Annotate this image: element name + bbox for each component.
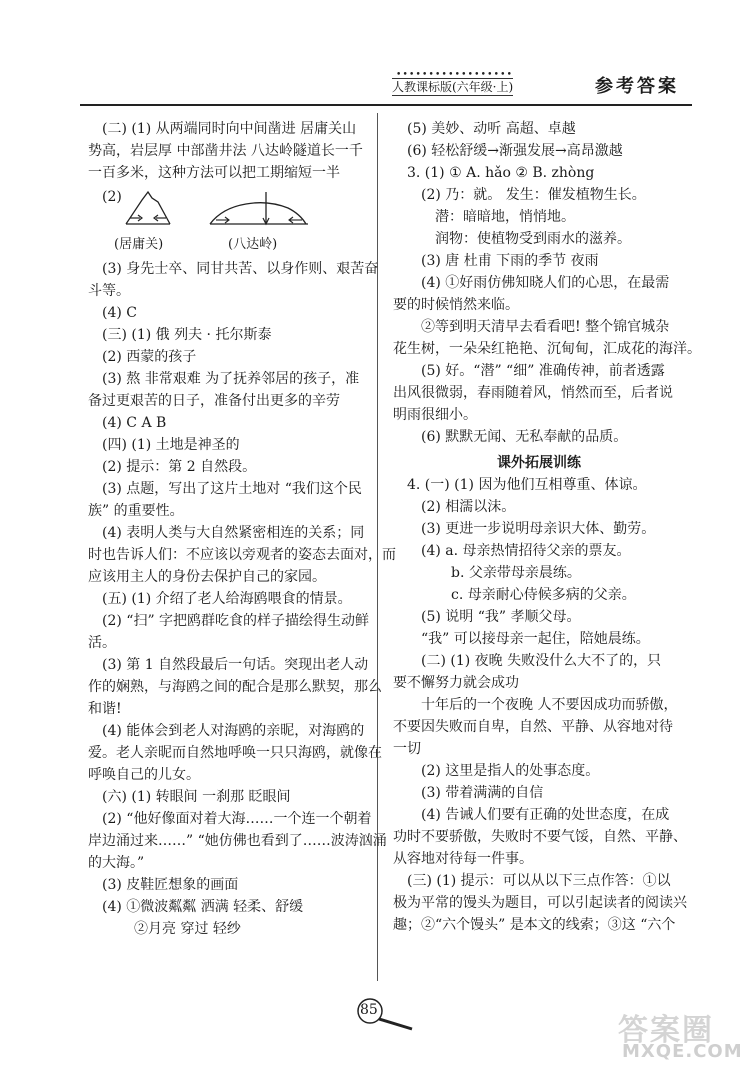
watermark-logo-text: 答案圈 bbox=[618, 1013, 714, 1048]
answer-line: 出风很微弱，春雨随着风，悄然而至，后者说 bbox=[393, 385, 673, 401]
answer-line: 潜：暗暗地，悄悄地。 bbox=[435, 209, 575, 225]
answer-line: 润物：使植物受到雨水的滋养。 bbox=[435, 231, 631, 247]
answer-line: (3) 熬 非常艰难 为了抚养邻居的孩子，准 bbox=[102, 371, 360, 387]
answer-line: 极为平常的馒头为题目，可以引起读者的阅读兴 bbox=[393, 895, 687, 911]
running-header bbox=[392, 66, 692, 100]
answer-line: 爱。老人亲昵而自然地呼唤一只只海鸥，就像在 bbox=[88, 745, 382, 761]
answer-line: (2) “他好像面对着大海……一个连一个朝着 bbox=[102, 811, 372, 827]
answer-line: (3) 第 1 自然段最后一句话。突现出老人动 bbox=[102, 657, 369, 673]
answer-line: (4) ①微波粼粼 洒满 轻柔、舒缓 bbox=[102, 899, 304, 915]
left-column bbox=[88, 118, 396, 940]
answer-line: ②月亮 穿过 轻纱 bbox=[134, 921, 241, 937]
answer-line: (六) (1) 转眼间 一刹那 眨眼间 bbox=[102, 789, 291, 805]
answer-line: 时也告诉人们：不应该以旁观者的姿态去面对，而 bbox=[88, 547, 396, 563]
answer-line: (2) 提示：第 2 自然段。 bbox=[102, 459, 257, 475]
answer-line: (5) 好。“潜” “细” 准确传神，前者透露 bbox=[421, 363, 665, 379]
header-rule bbox=[80, 104, 692, 106]
answer-line: (二) (1) 夜晚 失败没什么大不了的，只 bbox=[421, 653, 662, 669]
answer-line: “我” 可以接母亲一起住，陪她晨练。 bbox=[421, 631, 650, 647]
answer-line: 和谐! bbox=[88, 701, 122, 717]
answer-line: (二) (1) 从两端同时向中间凿进 居庸关山 bbox=[102, 121, 357, 137]
answer-line: (6) 默默无闻、无私奉献的品质。 bbox=[421, 429, 628, 445]
answer-line: (3) 身先士卒、同甘共苦、以身作则、艰苦奋 bbox=[102, 261, 379, 277]
answer-line: 作的娴熟，与海鸥之间的配合是那么默契，那么 bbox=[88, 679, 382, 695]
tunnel-sketch bbox=[118, 186, 318, 236]
answer-line: (五) (1) 介绍了老人给海鸥喂食的情景。 bbox=[102, 591, 352, 607]
juyongguan-mountain bbox=[126, 192, 170, 224]
answer-line: (3) 带着满满的自信 bbox=[421, 785, 544, 801]
answer-line: 势高，岩层厚 中部凿井法 八达岭隧道长一千 bbox=[88, 143, 363, 159]
answer-line: (2) 这里是指人的处事态度。 bbox=[421, 763, 600, 779]
answer-line: (2) 乃：就。 发生：催发植物生长。 bbox=[421, 187, 646, 203]
answer-line: (4) a. 母亲热情招待父亲的票友。 bbox=[421, 543, 631, 559]
answer-line: (3) 更进一步说明母亲识大体、勤劳。 bbox=[421, 521, 656, 537]
answer-line: ②等到明天清早去看看吧! 整个锦官城杂 bbox=[421, 319, 670, 335]
answer-line: (四) (1) 土地是神圣的 bbox=[102, 437, 240, 453]
answer-line: (三) (1) 俄 列夫 · 托尔斯泰 bbox=[102, 327, 272, 343]
answer-line: (6) 轻松舒缓→渐强发展→高昂激越 bbox=[407, 143, 623, 159]
right-column bbox=[393, 118, 701, 936]
page-number-badge bbox=[356, 998, 416, 1032]
answer-line: (4) C A B bbox=[102, 415, 167, 431]
answer-line: (3) 皮鞋匠想象的画面 bbox=[102, 877, 239, 893]
answer-line: b. 父亲带母亲晨练。 bbox=[451, 565, 581, 581]
edition-label: 人教课标版(六年级·上) bbox=[392, 80, 514, 94]
answer-line: 3. (1) ① A. hǎo ② B. zhòng bbox=[407, 165, 595, 181]
watermark bbox=[612, 1005, 742, 1065]
answer-line: (4) 能体会到老人对海鸥的亲昵，对海鸥的 bbox=[102, 723, 365, 739]
header-dot-rule: •••••••••••••••••• bbox=[396, 70, 514, 80]
answer-line: 的大海。” bbox=[88, 855, 145, 871]
answer-line: (5) 美妙、动听 高超、卓越 bbox=[407, 121, 576, 137]
answer-line: 要的时候悄然来临。 bbox=[393, 297, 519, 313]
answer-line: (4) 告诫人们要有正确的处世态度，在成 bbox=[421, 807, 670, 823]
answer-line: 岸边涌过来……” “她仿佛也看到了……波涛汹涌 bbox=[88, 833, 387, 849]
answer-line: (4) C bbox=[102, 305, 137, 321]
answer-line: 族” 的重要性。 bbox=[88, 503, 184, 519]
answer-line: 花生树，一朵朵红艳艳、沉甸甸，汇成花的海洋。 bbox=[393, 341, 701, 357]
answer-line: (5) 说明 “我” 孝顺父母。 bbox=[421, 609, 581, 625]
answer-line: (三) (1) 提示：可以从以下三点作答：①以 bbox=[407, 873, 671, 889]
section-heading: 课外拓展训练 bbox=[497, 455, 581, 471]
watermark-url: MXQE.COM bbox=[622, 1041, 743, 1062]
answer-line: (2) 相濡以沫。 bbox=[421, 499, 516, 515]
diagram-caption-juyongguan: (居庸关) bbox=[114, 237, 164, 252]
answer-line: 应该用主人的身份去保护自己的家园。 bbox=[88, 569, 326, 585]
answer-line: (3) 点题，写出了这片土地对 “我们这个民 bbox=[102, 481, 362, 497]
answer-line: 十年后的一个夜晚 人不要因成功而骄傲， bbox=[421, 697, 678, 713]
answer-line: 趣；②“六个馒头” 是本文的线索；③这 “六个 bbox=[393, 917, 676, 933]
answer-line: (3) 唐 杜甫 下雨的季节 夜雨 bbox=[421, 253, 599, 269]
tunnel-diagram bbox=[88, 186, 370, 256]
answer-line: 斗等。 bbox=[88, 283, 130, 299]
answer-line: 不要因失败而自卑，自然、平静、从容地对待 bbox=[393, 719, 673, 735]
answer-line: c. 母亲耐心侍候多病的父亲。 bbox=[451, 587, 636, 603]
answer-line: 一切 bbox=[393, 741, 421, 757]
answer-line: 4. (一) (1) 因为他们互相尊重、体谅。 bbox=[407, 477, 647, 493]
badaling-mountain bbox=[210, 203, 306, 224]
answer-line: 呼唤自己的儿女。 bbox=[88, 767, 200, 783]
answer-line: (4) ①好雨仿佛知晓人们的心思，在最需 bbox=[421, 275, 670, 291]
answer-line: 从容地对待每一件事。 bbox=[393, 851, 533, 867]
answer-line: 备过更艰苦的日子，准备付出更多的辛劳 bbox=[88, 393, 340, 409]
answer-line: 活。 bbox=[88, 635, 116, 651]
answer-line: 功时不要骄傲，失败时不要气馁，自然、平静、 bbox=[393, 829, 687, 845]
answer-line: (2) “扫” 字把鸥群吃食的样子描绘得生动鲜 bbox=[102, 613, 370, 629]
diagram-caption-badaling: (八达岭) bbox=[228, 237, 278, 252]
answer-line: (2) 西蒙的孩子 bbox=[102, 349, 197, 365]
answer-line: (4) 表明人类与大自然紧密相连的关系；同 bbox=[102, 525, 365, 541]
answer-line: 一百多米，这种方法可以把工期缩短一半 bbox=[88, 165, 340, 181]
answer-line: 明雨很细小。 bbox=[393, 407, 477, 423]
diagram-label: (2) bbox=[102, 189, 122, 205]
answer-line: 要不懈努力就会成功 bbox=[393, 675, 519, 691]
section-title: 参考答案 bbox=[595, 76, 679, 97]
page-number: 85 bbox=[360, 1002, 378, 1018]
